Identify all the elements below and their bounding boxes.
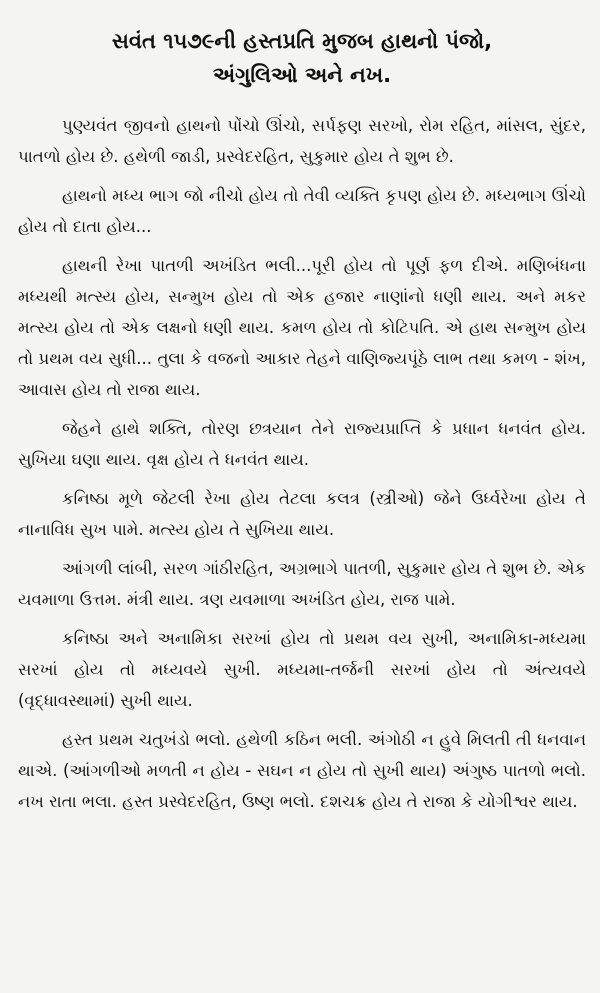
paragraph-hand-signs: જેહને હાથે શક્તિ, તોરણ છત્રયાન તેને રાજ્યપ્રાપ્તિ કે પ્રધાન ધનવંત હોય. સુખિયા ઘણા થાય. વૃક્ષ હોય તે ધનવંત થાય. bbox=[18, 419, 586, 469]
paragraph-hand-wrist: પુણ્યવંત જીવનો હાથનો પોંચો ઊંચો, સર્પફણ સરખો, રોમ રહિત, માંસલ, સુંદર, પાતળો હોય છે. હથેળી જાડી, પ્રસ્વેદરહિત, સુકુમાર હોય તે શુભ છે. bbox=[18, 116, 586, 166]
paragraph-palm-middle: હાથનો મધ્ય ભાગ જો નીચો હોય તો તેવી વ્યક્તિ કૃપણ હોય છે. મધ્યભાગ ઊંચો હોય તો દાતા હોય... bbox=[18, 186, 586, 236]
page-title bbox=[18, 24, 586, 92]
title-line-2: અંગુલિઓ અને નખ. bbox=[212, 63, 392, 87]
paragraph-hand-lines: હાથની રેખા પાતળી અખંડિત ભલી...પૂરી હોય તો પૂર્ણ ફળ દીએ. મણિબંધના મધ્યથી મત્સ્ય હોય, સન્મુખ હોય તો એક હજાર નાણાંનો ધણી થાય. અને મકર મત્સ્ય હોય તો એક લક્ષનો ધણી થાય. કમળ હોય તો કોટિપતિ. એ હાથ સન્મુખ હોય તો પ્રથમ વય સુધી... તુલા કે વજનો આકાર તેહને વાણિજ્યપૂંઠે લાભ તથા કમળ - શંખ, આવાસ હોય તો રાજા થાય. bbox=[18, 256, 586, 399]
paragraph-fingers: આંગળી લાંબી, સરળ ગાંઠીરહિત, અગ્રભાગે પાતળી, સુકુમાર હોય તે શુભ છે. એક યવમાળા ઉત્તમ. મંત્રી થાય. ત્રણ યવમાળા અખંડિત હોય, રાજ પામે. bbox=[18, 559, 586, 609]
title-line-1: સવંત ૧૫૭૯ની હસ્તપ્રતિ મુજબ હાથનો પંજો, bbox=[111, 29, 493, 53]
paragraph-little-finger: કનિષ્ઠા મૂળે જેટલી રેખા હોય તેટલા કલત્ર (સ્ત્રીઓ) જેને ઉર્ધ્વરેખા હોય તે નાનાવિધ સુખ પામે. મત્સ્ય હોય તે સુખિયા થાય. bbox=[18, 489, 586, 539]
paragraph-finger-ratios: કનિષ્ઠા અને અનામિકા સરખાં હોય તો પ્રથમ વય સુખી, અનામિકા-મધ્યમા સરખાં હોય તો મધ્યવયે સુખી. મધ્યમા-તર્જની સરખાં હોય તો અંત્યવયે (વૃદ્ધાવસ્થામાં) સુખી થાય. bbox=[18, 629, 586, 710]
paragraph-hand-traits: હસ્ત પ્રથમ ચતુખંડો ભલો. હથેળી કઠિન ભલી. અંગોઠી ન હુવે મિલતી તી ધનવાન થાએ. (આંગળીઓ મળતી ન હોય - સઘન ન હોય તો સુખી થાય) અંગુષ્ઠ પાતળો ભલો. નખ રાતા ભલા. હસ્ત પ્રસ્વેદરહિત, ઉષ્ણ ભલો. દશચક્ર હોય તે રાજા કે યોગીશ્વર થાય. bbox=[18, 730, 586, 811]
